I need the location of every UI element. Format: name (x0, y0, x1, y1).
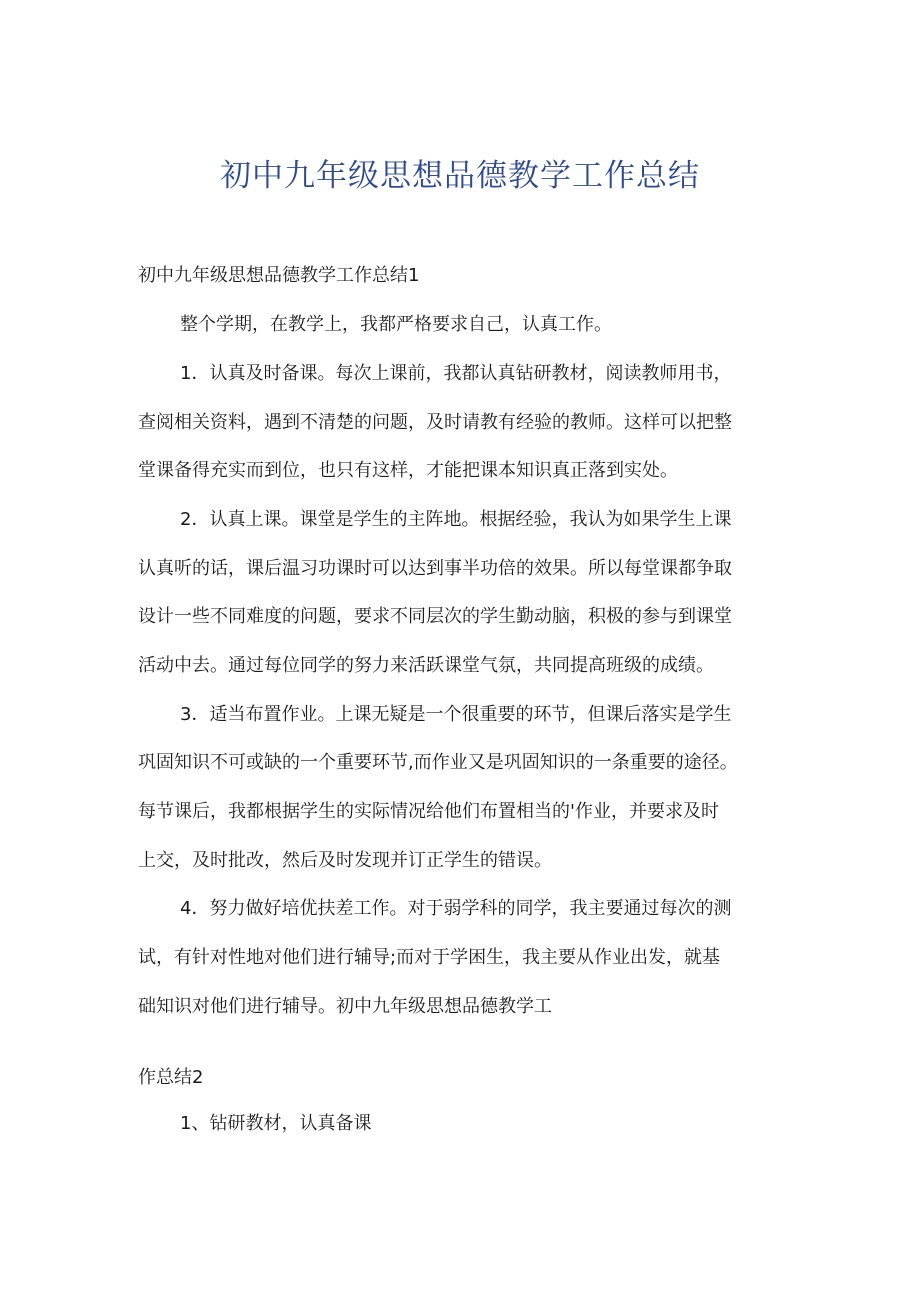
paragraph-item-4-line-1: 4．努力做好培优扶差工作。对于弱学科的同学，我主要通过每次的测 (180, 898, 732, 919)
section-heading-1: 初中九年级思想品德教学工作总结1 (138, 265, 420, 286)
paragraph-item-1-line-2: 查阅相关资料，遇到不清楚的问题，及时请教有经验的教师。这样可以把整 (138, 412, 732, 433)
paragraph-item-4-line-3: 础知识对他们进行辅导。初中九年级思想品德教学工 (138, 996, 552, 1017)
paragraph-item-1-line-1: 1．认真及时备课。每次上课前，我都认真钻研教材，阅读教师用书， (180, 363, 732, 384)
section-heading-2-tail: 作总结2 (138, 1067, 204, 1088)
paragraph-item-3-line-4: 上交，及时批改，然后及时发现并订正学生的错误。 (138, 850, 552, 871)
paragraph-item-3-line-1: 3．适当布置作业。上课无疑是一个很重要的环节，但课后落实是学生 (180, 704, 732, 725)
paragraph-item-3-line-2: 巩固知识不可或缺的一个重要环节,而作业又是巩固知识的一条重要的途径。 (138, 752, 738, 773)
document-title: 初中九年级思想品德教学工作总结 (220, 158, 700, 194)
paragraph-intro: 整个学期，在教学上，我都严格要求自己，认真工作。 (180, 314, 612, 335)
paragraph-item-2-line-3: 设计一些不同难度的问题，要求不同层次的学生勤动脑，积极的参与到课堂 (138, 606, 732, 627)
paragraph-item-2-line-2: 认真听的话，课后温习功课时可以达到事半功倍的效果。所以每堂课都争取 (138, 558, 732, 579)
paragraph-item-2-line-1: 2．认真上课。课堂是学生的主阵地。根据经验，我认为如果学生上课 (180, 509, 732, 530)
paragraph-item-2-line-4: 活动中去。通过每位同学的努力来活跃课堂气氛，共同提高班级的成绩。 (138, 655, 714, 676)
paragraph-item-1-line-3: 堂课备得充实而到位，也只有这样，才能把课本知识真正落到实处。 (138, 460, 678, 481)
paragraph-item-4-line-2: 试，有针对性地对他们进行辅导;而对于学困生，我主要从作业出发，就基 (138, 947, 721, 968)
subsection-heading-1: 1、钻研教材，认真备课 (180, 1113, 372, 1134)
paragraph-item-3-line-3: 每节课后，我都根据学生的实际情况给他们布置相当的'作业，并要求及时 (138, 801, 719, 822)
